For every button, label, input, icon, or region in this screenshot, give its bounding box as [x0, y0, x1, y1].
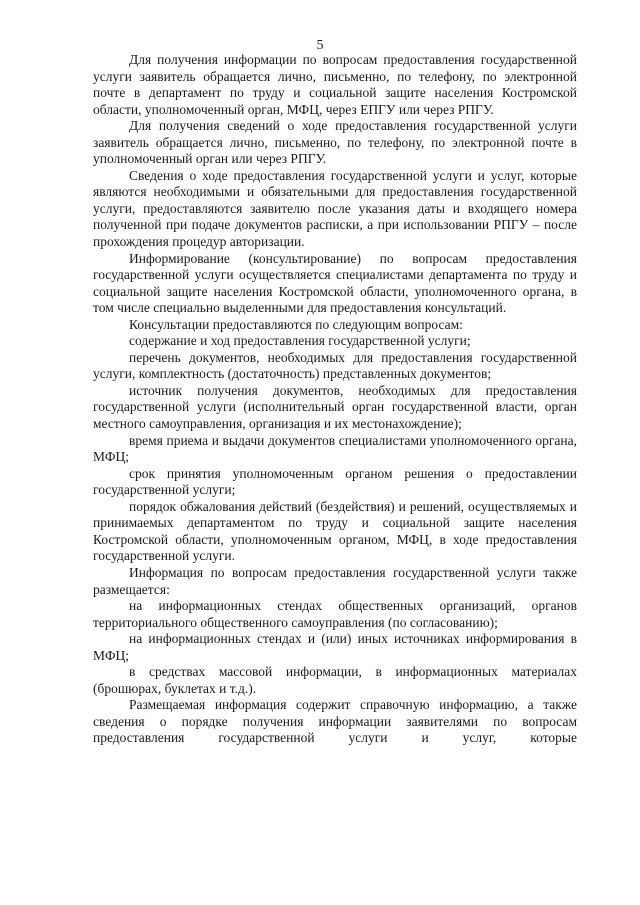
list-item: на информационных стендах общественных организаций, органов территориального общественного самоуправления (по согласованию);	[93, 598, 577, 630]
paragraph: Для получения информации по вопросам предоставления государственной услуги заявитель обращается лично, письменно, по телефону, по электронной почте в департамент по труду и социальной защите населения Костромской области, уполномоченный орган, МФЦ, через ЕПГУ или через РПГУ.	[93, 52, 577, 117]
list-item: порядок обжалования действий (бездействия) и решений, осуществляемых и принимаемых департаментом по труду и социальной защите населения Костромской области, уполномоченным органом, МФЦ, в ходе предоставления государственной услуги.	[93, 498, 577, 564]
list-item: содержание и ход предоставления государственной услуги;	[129, 333, 471, 349]
paragraph: Для получения сведений о ходе предоставления государственной услуги заявитель обращается лично, письменно, по телефону, по электронной почте в уполномоченный орган или через РПГУ.	[93, 118, 577, 167]
list-item: срок принятия уполномоченным органом решения о предоставлении государственной услуги;	[93, 465, 577, 498]
list-item: на информационных стендах и (или) иных источниках информирования в МФЦ;	[93, 631, 577, 663]
paragraph: Сведения о ходе предоставления государственной услуги и услуг, которые являются необходимыми и обязательными для предоставления государственной услуги, предоставляются заявителю после указания даты и входящего номера полученной при подаче документов расписки, а при использовании РПГУ – после прохождения процедур авторизации.	[93, 167, 577, 250]
list-item: в средствах массовой информации, в информационных материалах (брошюрах, буклетах и т.д.).	[93, 664, 577, 696]
paragraph: Информирование (консультирование) по вопросам предоставления государственной услуги осуществляется специалистами департамента по труду и социальной защите населения Костромской области, уполномоченного органа, в том числе специально выделенными для предоставления консультаций.	[93, 250, 577, 316]
paragraph: Размещаемая информация содержит справочную информацию, а также сведения о порядке получения информации заявителями по вопросам предоставления государственной услуги и услуг, которые	[93, 697, 577, 746]
page-number: 5	[316, 38, 324, 53]
paragraph: Консультации предоставляются по следующим вопросам:	[129, 316, 463, 332]
body-text	[93, 52, 577, 747]
list-item: перечень документов, необходимых для предоставления государственной услуги, комплектность (достаточность) представленных документов;	[93, 349, 577, 382]
list-item: источник получения документов, необходимых для предоставления государственной услуги (исполнительный орган государственной власти, орган местного самоуправления, организация и их местонахождение);	[93, 382, 577, 432]
list-item: время приема и выдачи документов специалистами уполномоченного органа, МФЦ;	[93, 432, 577, 465]
paragraph: Информация по вопросам предоставления государственной услуги также размещается:	[93, 564, 577, 597]
